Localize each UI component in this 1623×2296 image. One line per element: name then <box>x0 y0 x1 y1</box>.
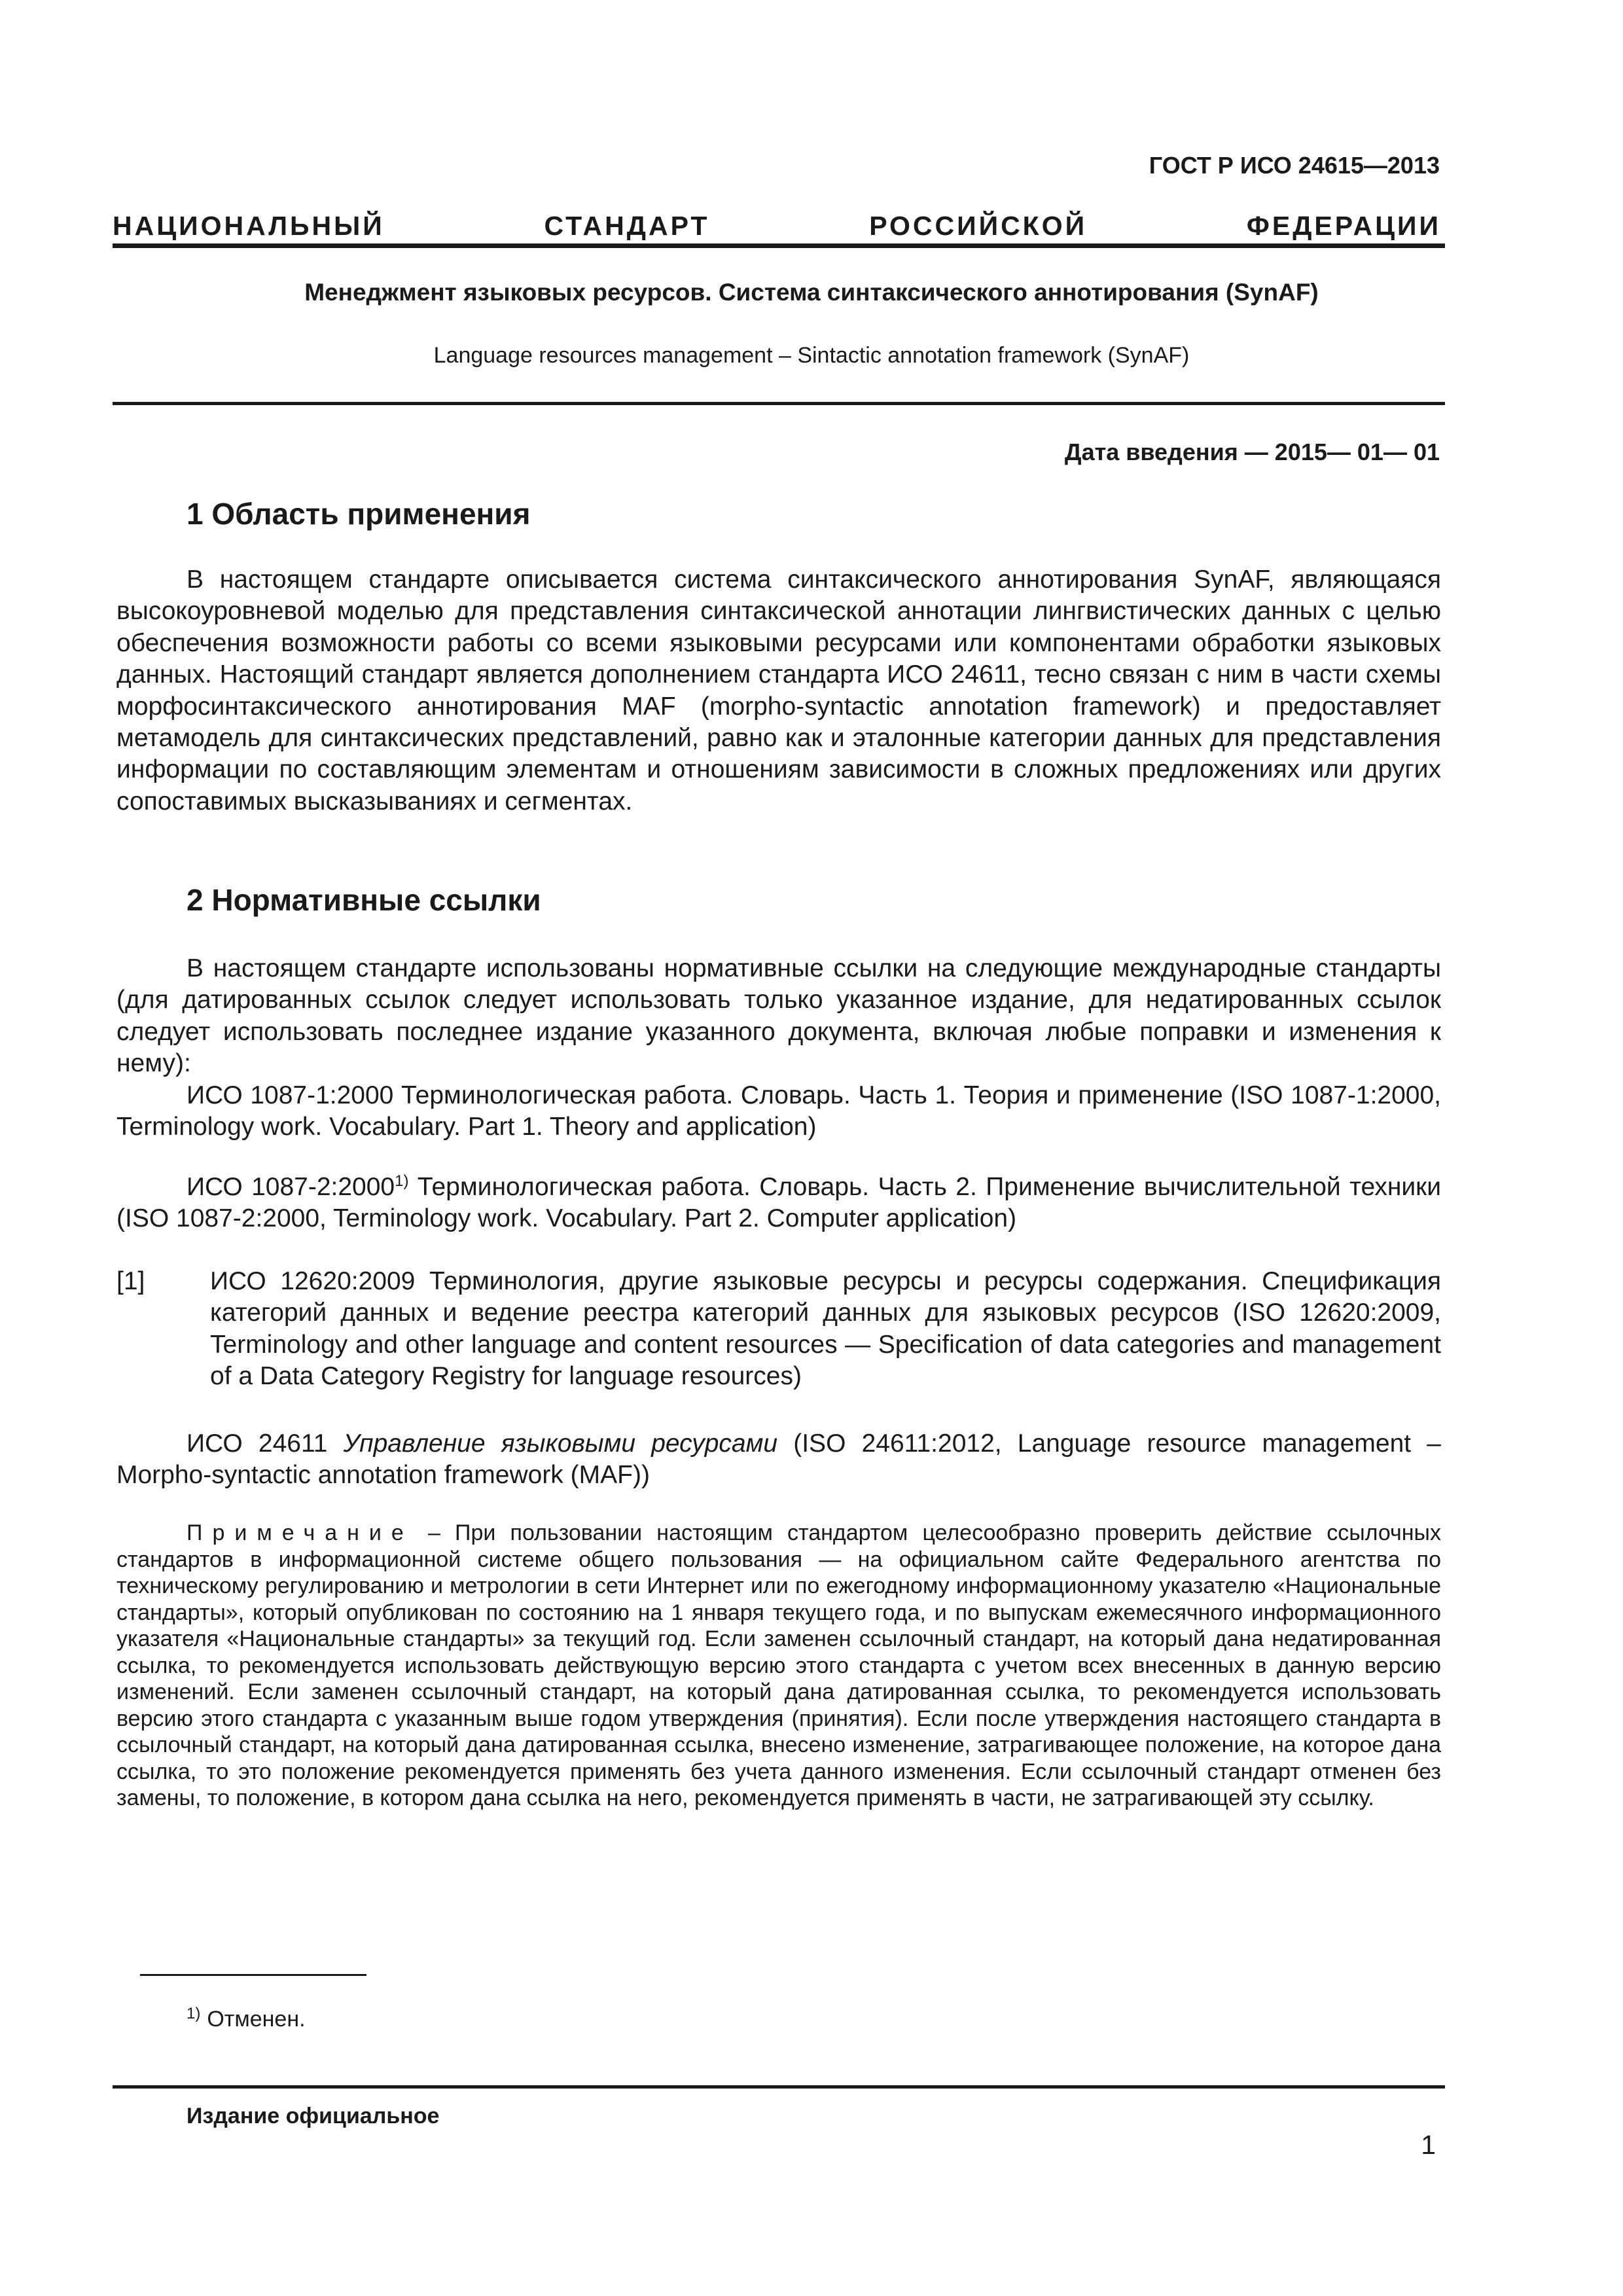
section-2-intro: В настоящем стандарте использованы нормативные ссылки на следующие международные стандарты (для датированных ссылок следует использовать только указанное издание, для недатированных ссылок следует использовать последнее издание указанного документа, включая любые поправки и изменения к нему): <box>116 954 1441 1078</box>
national-standard-banner: НАЦИОНАЛЬНЫЙ СТАНДАРТ РОССИЙСКОЙ ФЕДЕРАЦИИ <box>113 211 1441 241</box>
section-1-paragraph: В настоящем стандарте описывается система синтаксического аннотирования SynAF, являющаяся высокоуровневой моделью для представления синтаксической аннотации лингвистических данных с целью обеспечения возможности работы со всеми языковыми ресурсами или компонентами обработки языковых данных. Настоящий стандарт является дополнением стандарта ИСО 24611, тесно связан с ним в части схемы морфосинтаксического аннотирования MAF (morpho-syntactic annotation framework) и предоставляет метамодель для синтаксических представлений, равно как и эталонные категории данных для представления информации по составляющим элементам и отношениям зависимости в сложных предложениях или других сопоставимых высказываниях и сегментах. <box>116 565 1441 816</box>
reference-text: ИСО 12620:2009 Терминология, другие языковые ресурсы и ресурсы содержания. Спецификация категорий данных и ведение реестра категорий данных для языковых ресурсов (ISO 12620:2009, Terminology and other language and content resources — Specification of data categories and management of a Data Category Registry for language resources) <box>210 1267 1441 1391</box>
footer-rule <box>113 2085 1445 2089</box>
reference-iso-24611 <box>116 1428 1441 1492</box>
page-number: 1 <box>1421 2130 1436 2160</box>
section-1-heading: 1 Область применения <box>187 497 531 531</box>
bibliography-number: [1] <box>116 1267 145 1295</box>
header-rule <box>113 243 1445 248</box>
section-2-heading: 2 Нормативные ссылки <box>187 883 541 917</box>
title-russian: Менеджмент языковых ресурсов. Система синтаксического аннотирования (SynAF) <box>304 279 1319 306</box>
reference-italic-title: Управление языковыми ресурсами <box>343 1429 778 1458</box>
footnote-text: Отменен. <box>207 2007 306 2032</box>
title-english: Language resources management – Sintactic annotation framework (SynAF) <box>433 343 1190 368</box>
note-label: Примечание <box>187 1520 414 1545</box>
reference-code: ИСО 24611 <box>187 1429 344 1458</box>
footnote <box>187 2004 306 2032</box>
reference-text: (ISO 24611:2012, Language resource management – Morpho-syntactic annotation framework (MAF)) <box>116 1429 1441 1490</box>
footnote-marker: 1) <box>187 2004 201 2022</box>
reference-iso-1087-1: ИСО 1087-1:2000 Терминологическая работа. Словарь. Часть 1. Теория и применение (ISO 1087-1:2000, Terminology work. Vocabulary. Part 1. Theory and application) <box>116 1081 1441 1141</box>
footnote-marker: 1) <box>395 1172 409 1190</box>
reference-iso-1087-2 <box>116 1172 1441 1235</box>
official-edition-label: Издание официальное <box>187 2104 440 2128</box>
document-code: ГОСТ Р ИСО 24615—2013 <box>1149 152 1440 179</box>
title-rule <box>113 402 1445 405</box>
reference-text: Терминологическая работа. Словарь. Часть 2. Применение вычислительной техники (ISO 1087-2:2000, Terminology work. Vocabulary. Part 2. Computer application) <box>116 1173 1441 1233</box>
introduction-date: Дата введения — 2015— 01— 01 <box>1064 439 1440 465</box>
reference-code: ИСО 1087-2:2000 <box>187 1173 395 1201</box>
note-text: – При пользовании настоящим стандартом целесообразно проверить действие ссылочных стандартов в информационной системе общего пользования — на официальном сайте Федерального агентства по техническому регулированию и метрологии в сети Интернет или по ежегодному информационному указателю «Национальные стандарты», который опубликован по состоянию на 1 января текущего года, и по выпускам ежемесячного информационного указателя «Национальные стандарты» за текущий год. Если заменен ссылочный стандарт, на который дана недатированная ссылка, то рекомендуется использовать действующую версию этого стандарта с учетом всех внесенных в данную версию изменений. Если заменен ссылочный стандарт, на который дана датированная ссылка, то рекомендуется использовать версию этого стандарта с указанным выше годом утверждения (принятия). Если после утверждения настоящего стандарта в ссылочный стандарт, на который дана датированная ссылка, внесено изменение, затрагивающее положение, на которое дана ссылка, то это положение рекомендуется применять без учета данного изменения. Если ссылочный стандарт отменен без замены, то положение, в котором дана ссылка на него, рекомендуется применять в части, не затрагивающей эту ссылку. <box>116 1520 1441 1810</box>
footnote-separator <box>140 1974 366 1976</box>
note-paragraph <box>116 1520 1441 1812</box>
